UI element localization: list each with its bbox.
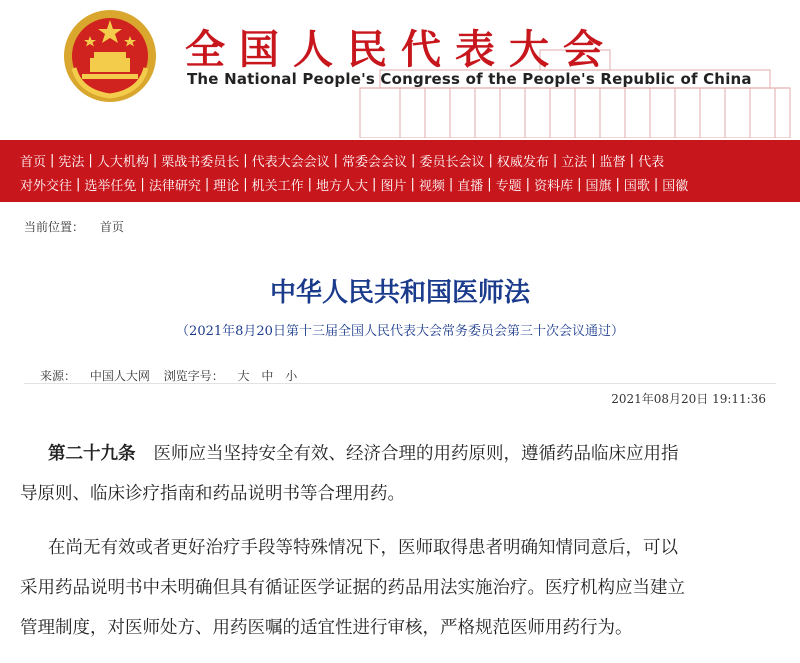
site-title-english: The National People's Congress of the People's Republic of China [187, 70, 752, 88]
breadcrumb [24, 218, 124, 235]
font-size-label: 浏览字号： [163, 369, 224, 383]
breadcrumb-home-link[interactable]: 首页 [99, 220, 124, 234]
site-title: 全国人民代表大会 [185, 27, 617, 73]
nav-item-topics[interactable]: 专题 [495, 178, 522, 194]
nav-item-legal-research[interactable]: 法律研究 [148, 178, 201, 194]
paragraph-1 [20, 434, 778, 514]
nav-item-videos[interactable]: 视频 [418, 178, 445, 194]
nav-item-deputies[interactable]: 代表 [638, 154, 665, 170]
paragraph-1-line-1: 医师应当坚持安全有效、经济合理的用药原则，遵循药品临床应用指 [153, 444, 679, 464]
article-header-panel [0, 202, 800, 420]
nav-item-national-anthem[interactable]: 国歌 [623, 178, 650, 194]
site-header [0, 0, 800, 138]
nav-item-theory[interactable]: 理论 [213, 178, 240, 194]
nav-item-foreign-affairs[interactable]: 对外交往 [20, 178, 73, 194]
publish-timestamp: 2021年08月20日 19:11:36 [611, 392, 766, 406]
nav-item-home[interactable]: 首页 [20, 154, 47, 170]
nav-row-1: 首页 | 宪法 | 人大机构 | 栗战书委员长 | 代表大会会议 | 常委会会议 | 委员长会议 | 权威发布 | 立法 | 监督 | 代表 [20, 152, 665, 170]
nav-item-elections[interactable]: 选举任免 [84, 178, 137, 194]
nav-item-npc-organs[interactable]: 人大机构 [96, 154, 149, 170]
nav-item-supervision[interactable]: 监督 [599, 154, 626, 170]
nav-row-2: 对外交往 | 选举任免 | 法律研究 | 理论 | 机关工作 | 地方人大 | 图片 | 视频 | 直播 | 专题 | 资料库 | 国旗 | 国歌 | 国徽 [20, 176, 689, 194]
font-size-large-button[interactable]: 大 [237, 369, 250, 383]
nav-item-chairman-meetings[interactable]: 委员长会议 [419, 154, 485, 170]
article-number-label: 第二十九条 [48, 444, 136, 464]
article-body [20, 434, 778, 662]
nav-item-national-emblem[interactable]: 国徽 [662, 178, 689, 194]
nav-item-local-congress[interactable]: 地方人大 [316, 178, 369, 194]
nav-item-legislation[interactable]: 立法 [561, 154, 588, 170]
breadcrumb-label: 当前位置： [24, 220, 85, 234]
paragraph-1-line-2: 导原则、临床诊疗指南和药品说明书等合理用药。 [20, 484, 405, 504]
nav-item-national-flag[interactable]: 国旗 [585, 178, 612, 194]
article-title: 中华人民共和国医师法 [269, 278, 530, 308]
source-label: 来源： [40, 369, 77, 383]
paragraph-2-line-1: 在尚无有效或者更好治疗手段等特殊情况下，医师取得患者明确知情同意后，可以 [48, 538, 678, 558]
nav-item-office-work[interactable]: 机关工作 [251, 178, 304, 194]
article-subtitle: （2021年8月20日第十三届全国人民代表大会常务委员会第三十次会议通过） [176, 324, 624, 339]
main-navigation [0, 140, 800, 202]
nav-item-congress-sessions[interactable]: 代表大会会议 [251, 154, 330, 170]
font-size-medium-button[interactable]: 中 [261, 369, 274, 383]
paragraph-2-line-2: 采用药品说明书中未明确但具有循证医学证据的药品用法实施治疗。医疗机构应当建立 [20, 578, 685, 598]
nav-item-standing-committee-sessions[interactable]: 常委会会议 [342, 154, 408, 170]
paragraph-2 [20, 528, 778, 648]
nav-item-constitution[interactable]: 宪法 [58, 154, 85, 170]
nav-item-chairman[interactable]: 栗战书委员长 [161, 154, 240, 170]
national-emblem-icon [60, 6, 160, 106]
nav-item-pictures[interactable]: 图片 [380, 178, 407, 194]
article-meta [40, 367, 305, 384]
paragraph-2-line-3: 管理制度，对医师处方、用药医嘱的适宜性进行审核，严格规范医师用药行为。 [20, 618, 633, 638]
font-size-small-button[interactable]: 小 [285, 369, 298, 383]
meta-divider [24, 383, 776, 384]
nav-item-database[interactable]: 资料库 [534, 178, 574, 194]
nav-item-official-releases[interactable]: 权威发布 [496, 154, 549, 170]
source-value: 中国人大网 [89, 369, 150, 383]
nav-item-live[interactable]: 直播 [457, 178, 484, 194]
